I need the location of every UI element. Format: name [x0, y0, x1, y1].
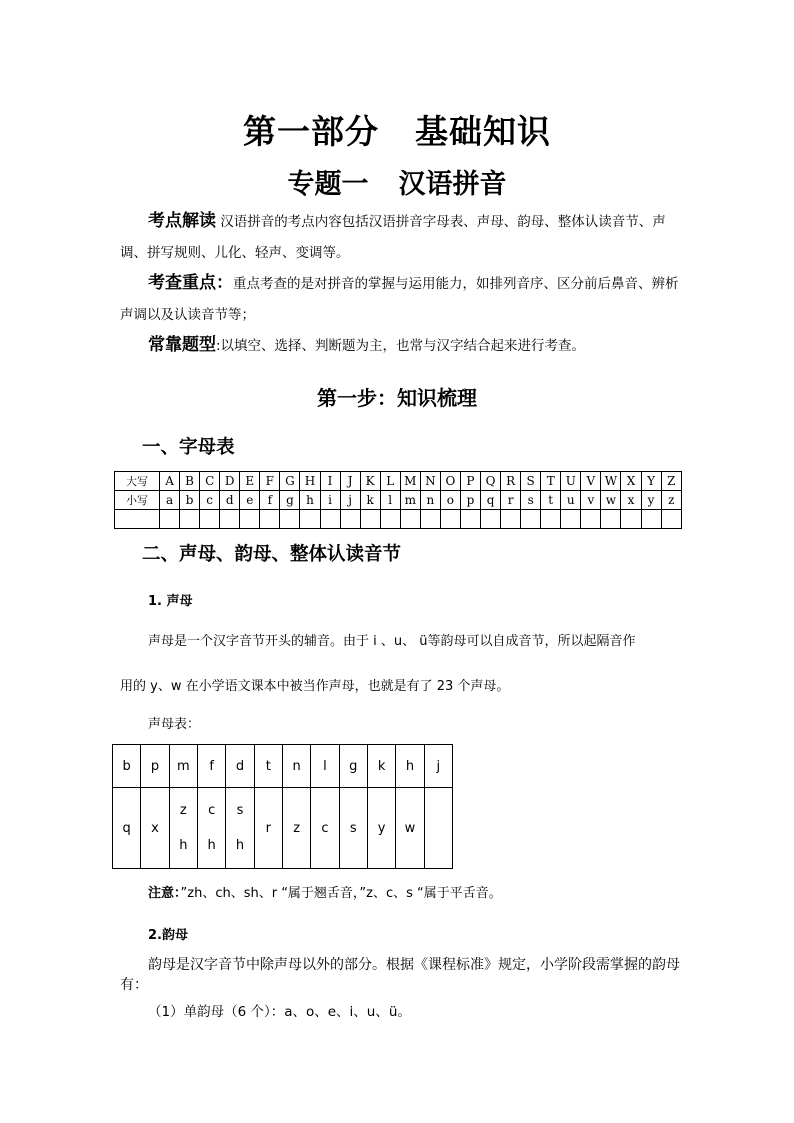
finals-paragraph: 韵母是汉字音节中除声母以外的部分。根据《课程标准》规定，小学阶段需掌握的韵母有：	[120, 957, 680, 993]
initial-letter: h	[207, 838, 216, 853]
initials-table-label: 声母表：	[148, 717, 201, 732]
alphabet-cell: M	[400, 472, 420, 491]
intro-label: 考查重点：	[148, 273, 233, 293]
alphabet-cell: U	[561, 472, 581, 491]
alphabet-cell: l	[380, 491, 400, 510]
initial-letter: c	[208, 803, 216, 818]
title-part2: 基础知识	[415, 112, 551, 151]
alphabet-cell: A	[160, 472, 180, 491]
empty-cell	[481, 510, 501, 529]
intro-key-points	[120, 206, 690, 269]
intro-text: :以填空、选择、判断题为主，也常与汉字结合起来进行考查。	[216, 338, 586, 354]
alphabet-cell: s	[521, 491, 541, 510]
subsection-heading-finals: 2.韵母	[148, 928, 188, 943]
empty-cell	[380, 510, 400, 529]
alphabet-cell: S	[521, 472, 541, 491]
empty-cell	[240, 510, 260, 529]
empty-cell	[661, 510, 681, 529]
initial-cell-ch	[197, 788, 225, 869]
empty-cell	[260, 510, 280, 529]
alphabet-cell: B	[180, 472, 200, 491]
section-heading-alphabet: 一、字母表	[142, 437, 235, 458]
initial-cell: z	[282, 788, 310, 869]
initial-cell: j	[424, 745, 452, 788]
empty-cell	[440, 510, 460, 529]
alphabet-cell: T	[541, 472, 561, 491]
alphabet-cell: c	[200, 491, 220, 510]
empty-cell	[541, 510, 561, 529]
initial-cell: x	[141, 788, 169, 869]
empty-cell	[160, 510, 180, 529]
initial-cell: f	[197, 745, 225, 788]
alphabet-cell: R	[501, 472, 521, 491]
note-text: ”zh、ch、sh、r “属于翘舌音，”z、c、s “属于平舌音。	[180, 886, 502, 901]
alphabet-cell: i	[320, 491, 340, 510]
initial-cell: q	[113, 788, 141, 869]
initial-letter: z	[179, 803, 187, 818]
alphabet-cell: e	[240, 491, 260, 510]
empty-cell	[400, 510, 420, 529]
empty-cell	[621, 510, 641, 529]
alphabet-cell: n	[420, 491, 440, 510]
empty-cell	[581, 510, 601, 529]
alphabet-cell: O	[440, 472, 460, 491]
intro-text: 重点考查的是对拼音的掌握与运用能力，如排列音序、区分前后鼻音、辨析声调以及认读音节等；	[120, 276, 679, 323]
intro-focus	[120, 268, 690, 331]
empty-cell	[180, 510, 200, 529]
alphabet-table	[114, 471, 682, 529]
intro-question-types	[120, 330, 690, 362]
alphabet-cell: Z	[661, 472, 681, 491]
alphabet-cell: K	[360, 472, 380, 491]
section-heading-initials-finals: 二、声母、韵母、整体认读音节	[142, 544, 402, 565]
alphabet-cell: q	[481, 491, 501, 510]
alphabet-cell: Q	[481, 472, 501, 491]
empty-cell	[280, 510, 300, 529]
initial-cell: c	[311, 788, 339, 869]
empty-cell	[601, 510, 621, 529]
alphabet-cell: E	[240, 472, 260, 491]
initial-cell: k	[367, 745, 395, 788]
finals-item-1: （1）单韵母（6 个）：a、o、e、i、u、ü。	[148, 1004, 411, 1020]
row-header: 小写	[115, 491, 160, 510]
initial-letter: h	[179, 838, 188, 853]
initial-cell: m	[169, 745, 197, 788]
initial-cell: n	[282, 745, 310, 788]
subtitle-part2: 汉语拼音	[398, 169, 507, 200]
initial-cell: r	[254, 788, 282, 869]
initial-cell: h	[396, 745, 424, 788]
alphabet-cell: k	[360, 491, 380, 510]
page-subtitle	[0, 162, 794, 201]
empty-cell	[220, 510, 240, 529]
initial-cell-zh	[169, 788, 197, 869]
initials-table	[112, 744, 453, 869]
alphabet-cell: j	[340, 491, 360, 510]
empty-cell	[320, 510, 340, 529]
title-part1: 第一部分	[243, 112, 379, 151]
alphabet-cell: C	[200, 472, 220, 491]
empty-cell	[424, 788, 452, 869]
alphabet-cell: x	[621, 491, 641, 510]
initial-cell: w	[396, 788, 424, 869]
alphabet-cell: o	[440, 491, 460, 510]
initials-paragraph-line2: 用的 y、w 在小学语文课本中被当作声母，也就是有了 23 个声母。	[120, 679, 510, 694]
alphabet-cell: D	[220, 472, 240, 491]
initial-cell: d	[226, 745, 254, 788]
alphabet-cell: w	[601, 491, 621, 510]
subsection-heading-initials: 1. 声母	[148, 594, 193, 609]
alphabet-cell: P	[460, 472, 480, 491]
initials-row-2	[113, 788, 453, 869]
alphabet-cell: a	[160, 491, 180, 510]
initial-cell: g	[339, 745, 367, 788]
empty-cell	[521, 510, 541, 529]
empty-cell	[460, 510, 480, 529]
initial-cell: y	[367, 788, 395, 869]
alphabet-cell: V	[581, 472, 601, 491]
initial-cell: p	[141, 745, 169, 788]
initial-letter: s	[236, 803, 244, 818]
empty-cell	[115, 510, 160, 529]
alphabet-cell: b	[180, 491, 200, 510]
initial-letter: h	[235, 838, 245, 853]
initial-cell: s	[339, 788, 367, 869]
empty-cell	[420, 510, 440, 529]
alphabet-cell: X	[621, 472, 641, 491]
alphabet-cell: p	[460, 491, 480, 510]
alphabet-cell: f	[260, 491, 280, 510]
initials-row-1	[113, 745, 453, 788]
empty-cell	[360, 510, 380, 529]
initials-paragraph-line1: 声母是一个汉字音节开头的辅音。由于 i 、u、 ü等韵母可以自成音节，所以起隔音作	[148, 634, 636, 649]
intro-label: 考点解读	[148, 211, 216, 231]
alphabet-cell: r	[501, 491, 521, 510]
alphabet-cell: J	[340, 472, 360, 491]
alphabet-cell: G	[280, 472, 300, 491]
intro-text: 汉语拼音的考点内容包括汉语拼音字母表、声母、韵母、整体认读音节、声调、拼写规则、儿化、轻声、变调等。	[120, 214, 666, 261]
alphabet-cell: d	[220, 491, 240, 510]
empty-cell	[501, 510, 521, 529]
alphabet-cell: g	[280, 491, 300, 510]
alphabet-cell: W	[601, 472, 621, 491]
alphabet-cell: I	[320, 472, 340, 491]
alphabet-cell: h	[300, 491, 320, 510]
initial-cell: b	[113, 745, 141, 788]
initial-cell: t	[254, 745, 282, 788]
alphabet-cell: z	[661, 491, 681, 510]
alphabet-upper-row	[115, 472, 682, 491]
empty-cell	[641, 510, 661, 529]
note	[148, 882, 502, 901]
alphabet-cell: L	[380, 472, 400, 491]
alphabet-cell: H	[300, 472, 320, 491]
step-title: 第一步：知识梳理	[317, 386, 477, 410]
empty-cell	[340, 510, 360, 529]
alphabet-cell: N	[420, 472, 440, 491]
alphabet-cell: y	[641, 491, 661, 510]
empty-cell	[561, 510, 581, 529]
subtitle-part1: 专题一	[287, 169, 369, 200]
note-label: 注意：	[148, 886, 181, 901]
page-title	[0, 106, 794, 153]
alphabet-cell: t	[541, 491, 561, 510]
alphabet-empty-row	[115, 510, 682, 529]
alphabet-lower-row	[115, 491, 682, 510]
initial-cell: l	[311, 745, 339, 788]
alphabet-cell: v	[581, 491, 601, 510]
alphabet-cell: m	[400, 491, 420, 510]
initial-cell-sh	[226, 788, 254, 869]
alphabet-cell: F	[260, 472, 280, 491]
empty-cell	[200, 510, 220, 529]
empty-cell	[300, 510, 320, 529]
alphabet-cell: u	[561, 491, 581, 510]
alphabet-cell: Y	[641, 472, 661, 491]
intro-label: 常靠题型	[148, 335, 216, 355]
row-header: 大写	[115, 472, 160, 491]
